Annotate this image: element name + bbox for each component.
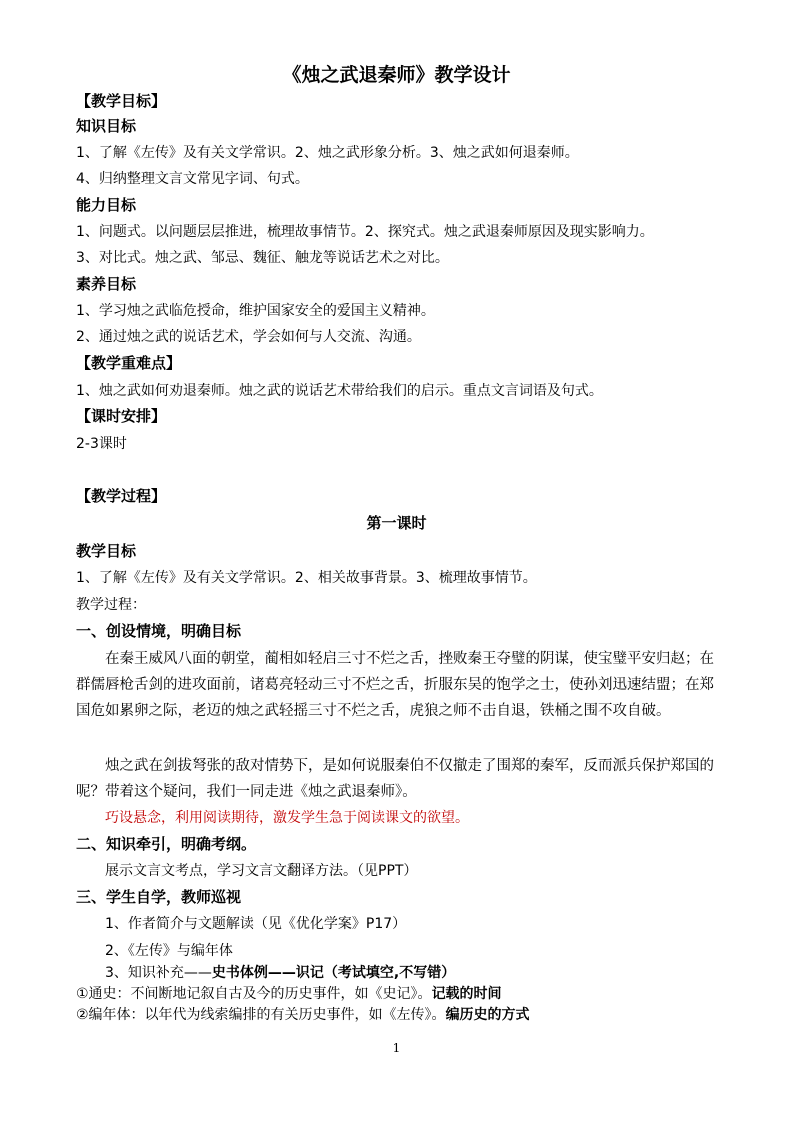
history-type-general-text: ①通史：不间断地记叙自古及今的历史事件，如《史记》。 <box>76 986 432 1002</box>
step-three-item-3-prefix: 3、知识补充—— <box>105 965 212 981</box>
step-three-item-3 <box>105 962 733 984</box>
key-difficulty-line: 1、烛之武如何劝退秦师。烛之武的说话艺术带给我们的启示。重点文言词语及句式。 <box>76 383 603 399</box>
knowledge-goal-line-2: 4、归纳整理文言文常见字词、句式。 <box>76 171 309 187</box>
process-label: 教学过程： <box>76 597 146 613</box>
section-teaching-process: 【教学过程】 <box>76 487 167 505</box>
step-two-text: 展示文言文考点，学习文言文翻译方法。（见PPT） <box>105 863 418 879</box>
step-three-item-2: 2、《左传》与编年体 <box>105 943 233 959</box>
history-type-chronicle-emphasis: 编历史的方式 <box>445 1007 530 1023</box>
page-number: 1 <box>392 1041 401 1055</box>
step-one-paragraph-1: 在秦王威风八面的朝堂，蔺相如轻启三寸不烂之舌，挫败秦王夺璧的阴谋，使宝璧平安归赵；在群儒唇枪舌剑的进攻面前，诸葛亮轻动三寸不烂之舌，折服东吴的饱学之士，使孙刘迅速结盟；在郑国危如累卵之际，老迈的烛之武轻摇三寸不烂之舌，虎狼之师不击自退，铁桶之围不攻自破。 <box>76 651 714 719</box>
knowledge-goals-heading: 知识目标 <box>76 117 137 135</box>
history-type-chronicle-text: ②编年体：以年代为线索编排的有关历史事件，如《左传》。 <box>76 1007 446 1023</box>
step-three-heading: 三、学生自学，教师巡视 <box>76 888 242 906</box>
quality-goals-heading: 素养目标 <box>76 275 137 293</box>
ability-goal-line-1: 1、问题式。以问题层层推进，梳理故事情节。2、探究式。烛之武退秦师原因及现实影响力。 <box>76 224 654 240</box>
step-two-heading: 二、知识牵引，明确考纲。 <box>76 835 257 853</box>
quality-goal-line-1: 1、学习烛之武临危授命，维护国家安全的爱国主义精神。 <box>76 303 435 319</box>
lesson-goal-line: 1、了解《左传》及有关文学常识。2、相关故事背景。3、梳理故事情节。 <box>76 570 537 586</box>
section-class-hours: 【课时安排】 <box>76 407 167 425</box>
document-title: 《烛之武退秦师》教学设计 <box>282 64 511 86</box>
ability-goals-heading: 能力目标 <box>76 196 137 214</box>
knowledge-goal-line-1: 1、了解《左传》及有关文学常识。2、烛之武形象分析。3、烛之武如何退秦师。 <box>76 145 579 161</box>
step-one-design-note: 巧设悬念，利用阅读期待，激发学生急于阅读课文的欲望。 <box>105 810 469 826</box>
section-key-difficulties: 【教学重难点】 <box>76 354 182 372</box>
history-type-chronicle <box>76 1004 733 1026</box>
step-one-paragraph-2: 烛之武在剑拔弩张的敌对情势下，是如何说服秦伯不仅撤走了围郑的秦军，反而派兵保护郑国的呢？带着这个疑问，我们一同走进《烛之武退秦师》。 <box>76 758 714 800</box>
history-type-general <box>76 983 733 1005</box>
lesson-goals-heading: 教学目标 <box>76 542 137 560</box>
class-hours-value: 2-3课时 <box>76 436 127 452</box>
section-teaching-goals: 【教学目标】 <box>76 92 167 110</box>
lesson-one-heading: 第一课时 <box>366 514 427 532</box>
step-three-item-3-bold: 史书体例——识记（考试填空,不写错） <box>211 965 456 981</box>
step-three-item-1: 1、作者简介与文题解读（见《优化学案》P17） <box>105 916 407 932</box>
ability-goal-line-2: 3、对比式。烛之武、邹忌、魏征、触龙等说话艺术之对比。 <box>76 250 449 266</box>
history-type-general-emphasis: 记载的时间 <box>431 986 502 1002</box>
quality-goal-line-2: 2、通过烛之武的说话艺术，学会如何与人交流、沟通。 <box>76 329 421 345</box>
step-one-heading: 一、创设情境，明确目标 <box>76 622 242 640</box>
